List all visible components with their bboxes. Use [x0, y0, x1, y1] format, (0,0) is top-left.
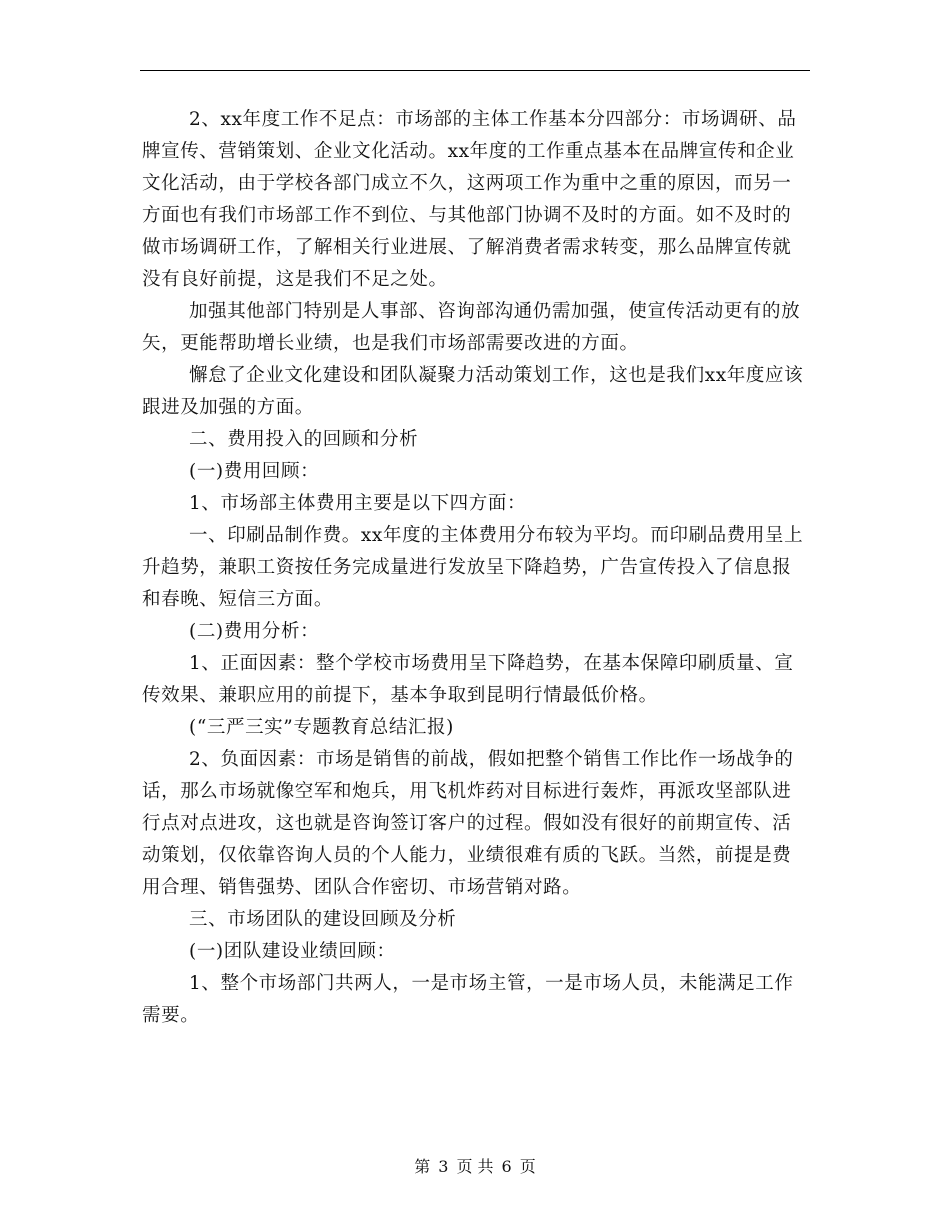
- paragraph-printing-costs: 一、印刷品制作费。xx年度的主体费用分布较为平均。而印刷品费用呈上升趋势，兼职工资按任务完成量进行发放呈下降趋势，广告宣传投入了信息报和春晚、短信三方面。: [142, 525, 804, 610]
- paragraph-team-size: 1、整个市场部门共两人，一是市场主管，一是市场人员，未能满足工作需要。: [142, 973, 794, 1026]
- document-body: [142, 104, 810, 1032]
- paragraph-shortcomings: 2、xx年度工作不足点：市场部的主体工作基本分四部分：市场调研、品牌宣传、营销策划、企业文化活动。xx年度的工作重点基本在品牌宣传和企业文化活动，由于学校各部门成立不久，这两项工作为重中之重的原因，而另一方面也有我们市场部工作不到位、与其他部门协调不及时的方面。如不及时的做市场调研工作，了解相关行业进展、了解消费者需求转变，那么品牌宣传就没有良好前提，这是我们不足之处。: [142, 109, 797, 290]
- paragraph-positive-factors: 1、正面因素：整个学校市场费用呈下降趋势，在基本保障印刷质量、宣传效果、兼职应用的前提下，基本争取到昆明行情最低价格。: [142, 653, 794, 706]
- footer-mid-label: 页 共: [456, 1157, 494, 1176]
- paragraph-main-costs: 1、市场部主体费用主要是以下四方面：: [189, 493, 527, 514]
- subheading-cost-recap: (一)费用回顾：: [189, 461, 320, 482]
- subheading-team-results: (一)团队建设业绩回顾：: [189, 941, 396, 962]
- paragraph-negative-factors: 2、负面因素：市场是销售的前战，假如把整个销售工作比作一场战争的话，那么市场就像空军和炮兵，用飞机炸药对目标进行轰炸，再派攻坚部队进行点对点进攻，这也就是咨询签订客户的过程。假如没有很好的前期宣传、活动策划，仅依靠咨询人员的个人能力，业绩很难有质的飞跃。当然，前提是费用合理、销售强势、团队合作密切、市场营销对路。: [142, 749, 794, 898]
- footer-label: 第: [414, 1157, 431, 1176]
- paragraph-culture: 懈怠了企业文化建设和团队凝聚力活动策划工作，这也是我们xx年度应该跟进及加强的方面。: [142, 365, 804, 418]
- heading-cost-review: 二、费用投入的回顾和分析: [189, 429, 419, 450]
- heading-team-review: 三、市场团队的建设回顾及分析: [189, 909, 457, 930]
- header-rule: [140, 70, 810, 71]
- footer-current-page: 3: [438, 1157, 449, 1176]
- paragraph-communication: 加强其他部门特别是人事部、咨询部沟通仍需加强，使宣传活动更有的放矢，更能帮助增长业绩，也是我们市场部需要改进的方面。: [142, 301, 801, 354]
- page-footer: [0, 1154, 950, 1177]
- footer-total-pages: 6: [501, 1157, 512, 1176]
- subheading-cost-analysis: (二)费用分析：: [189, 621, 320, 642]
- paragraph-aside: (“三严三实”专题教育总结汇报): [189, 717, 454, 738]
- footer-end-label: 页: [519, 1157, 536, 1176]
